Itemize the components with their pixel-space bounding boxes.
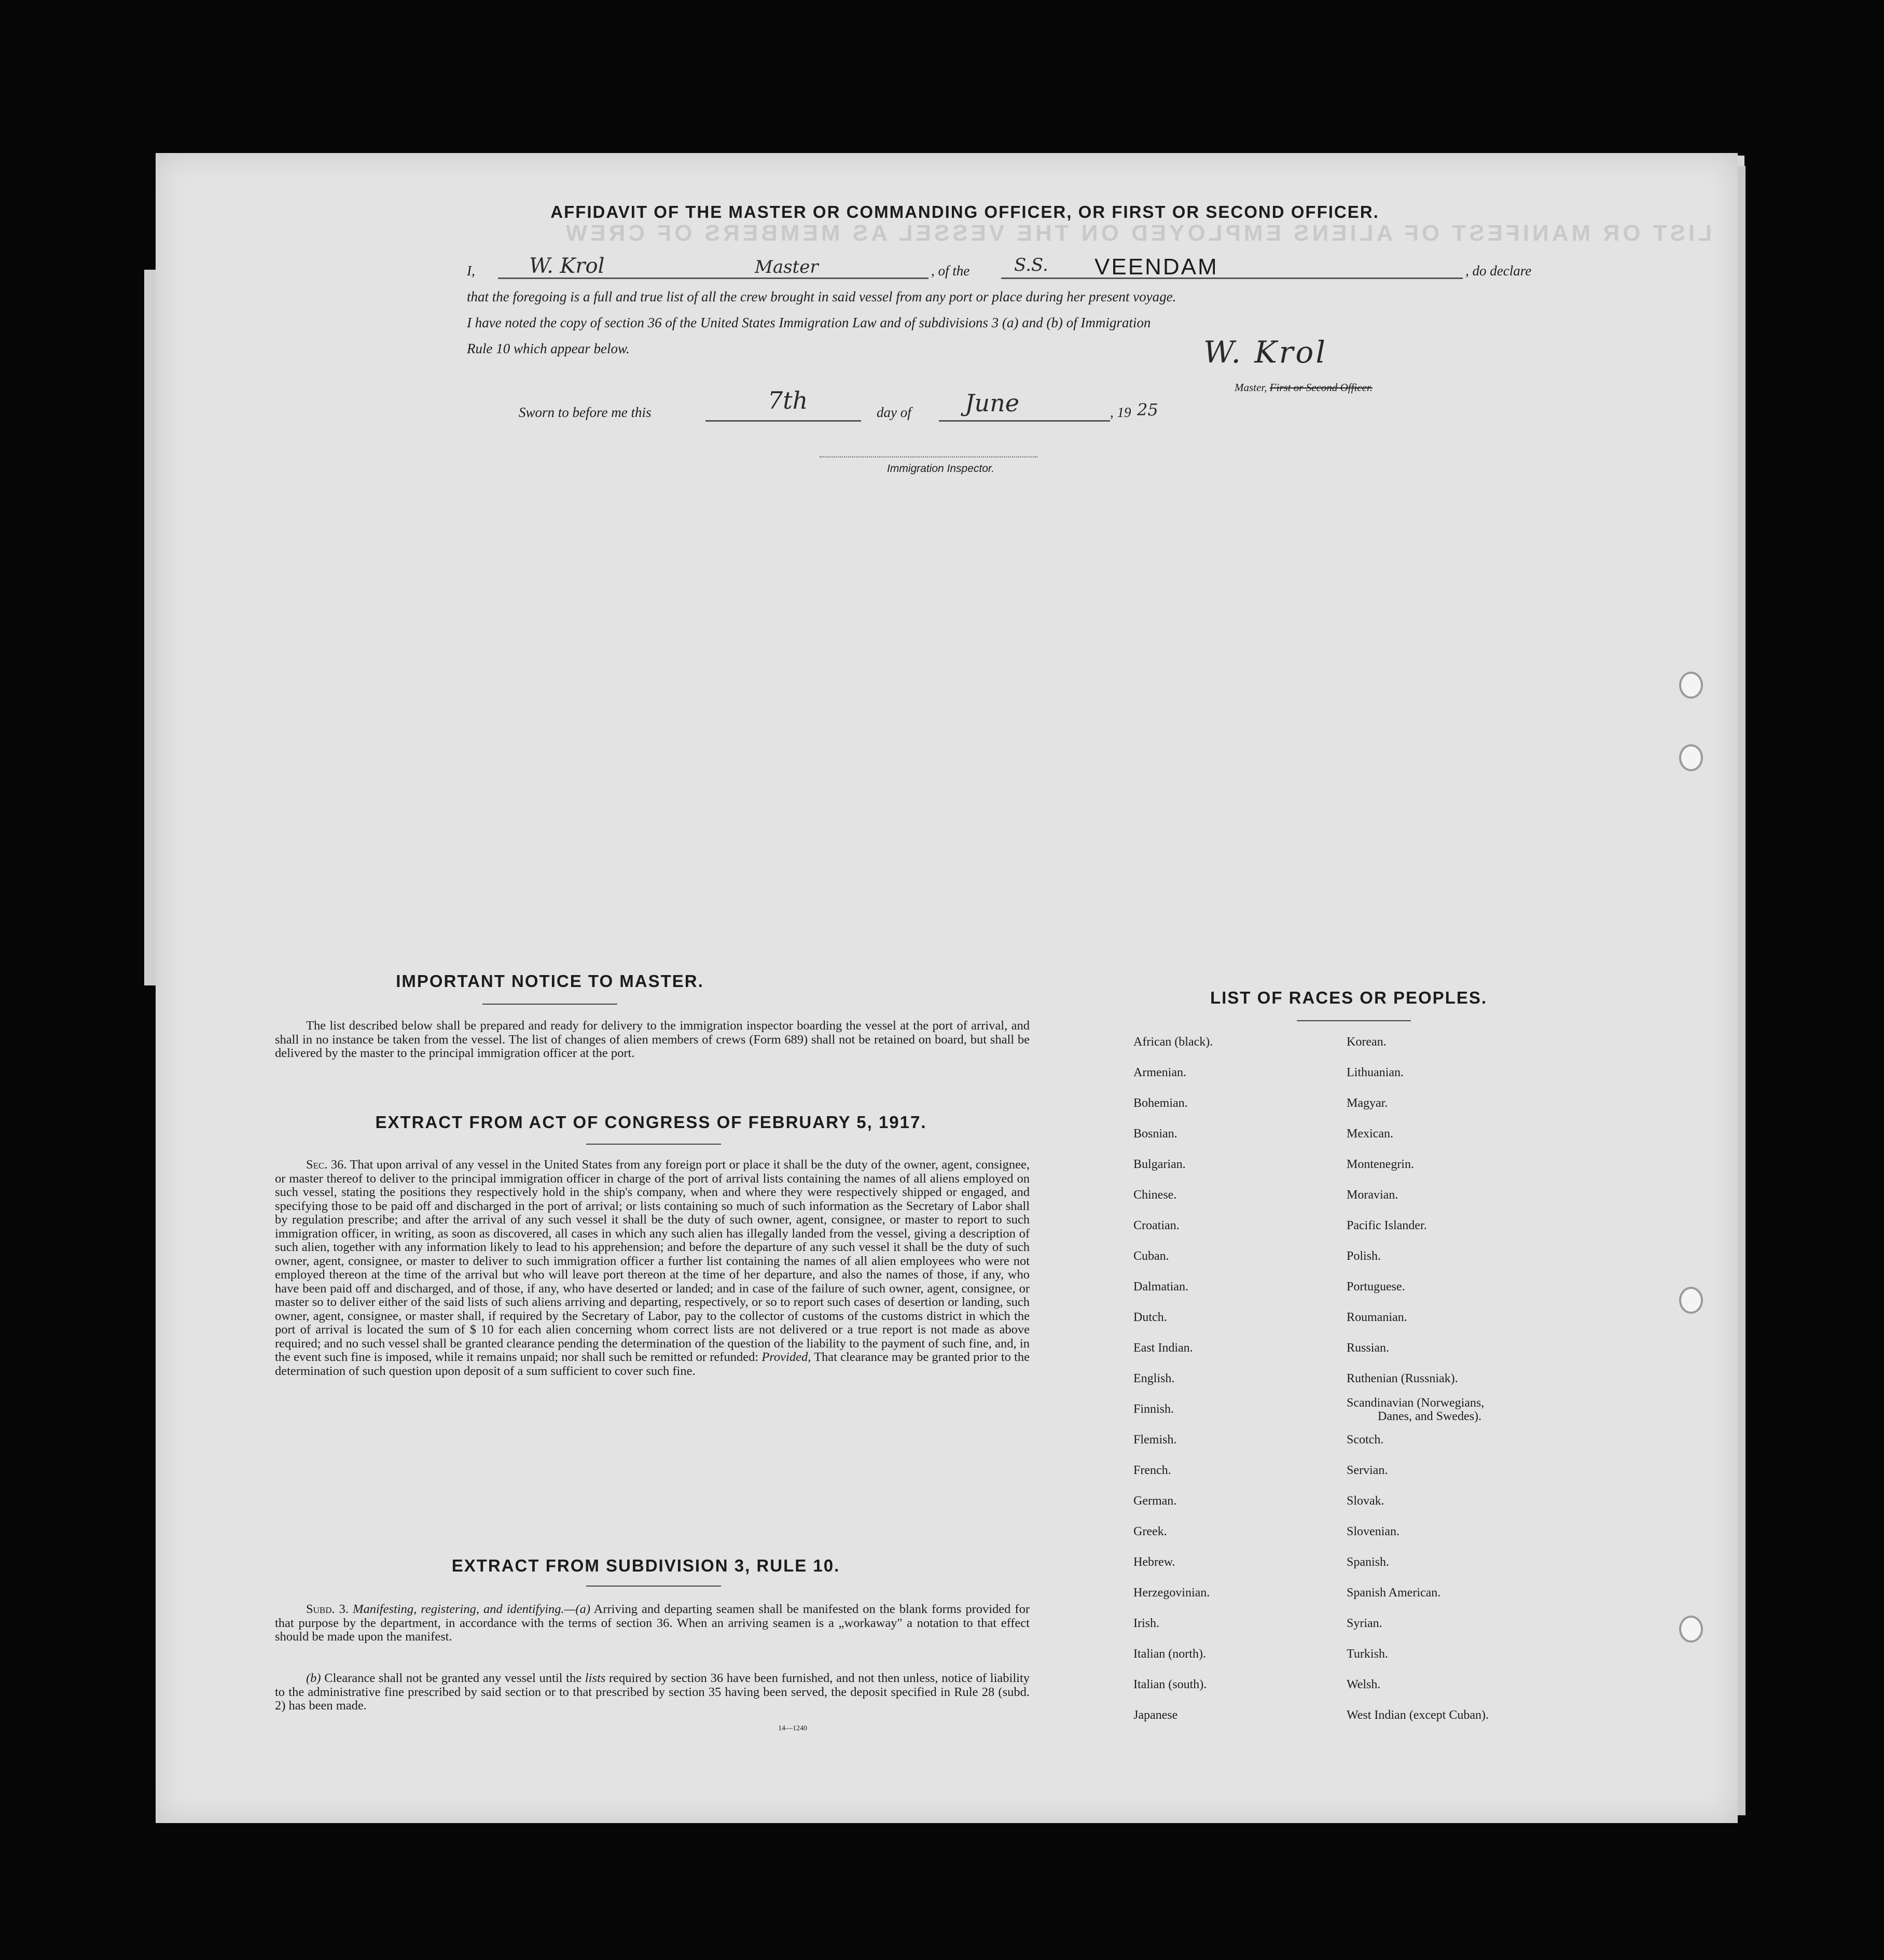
- punch-hole: [1679, 672, 1703, 699]
- extract-rule-text-a: [275, 1603, 1030, 1644]
- form-number: 14—1240: [778, 1725, 807, 1732]
- affidavit-i: I,: [467, 263, 475, 279]
- vessel-line: [1001, 257, 1463, 279]
- race-item: Syrian.: [1347, 1617, 1382, 1630]
- vessel-name: VEENDAM: [1095, 254, 1218, 280]
- sec-text-end: That clearance may be granted prior to the determination of such question upon deposit of a sum sufficient to cover such fine.: [275, 1350, 1030, 1378]
- race-item: Croatian.: [1133, 1219, 1180, 1232]
- race-item: English.: [1133, 1372, 1175, 1385]
- race-item: Magyar.: [1347, 1096, 1388, 1110]
- race-item: Bosnian.: [1133, 1127, 1178, 1141]
- race-item: French.: [1133, 1464, 1171, 1477]
- race-item: Slovak.: [1347, 1494, 1384, 1508]
- race-item-scandinavian: [1347, 1394, 1616, 1425]
- race-item: Russian.: [1347, 1341, 1390, 1355]
- race-item: Lithuanian.: [1347, 1066, 1404, 1079]
- year-handwritten: 25: [1137, 400, 1158, 420]
- race-item: Moravian.: [1347, 1188, 1398, 1202]
- race-item: Italian (south).: [1133, 1678, 1207, 1691]
- extract-rule-text-b: [275, 1672, 1030, 1713]
- year-prefix: , 19: [1110, 405, 1131, 420]
- race-item: West Indian (except Cuban).: [1347, 1708, 1489, 1722]
- day-handwritten: 7th: [768, 386, 808, 414]
- race-item: German.: [1133, 1494, 1177, 1508]
- race-item: Greek.: [1133, 1525, 1167, 1538]
- bleed-through-title: LIST OR MANIFEST OF ALIENS EMPLOYED ON THE VESSEL AS MEMBERS OF CREW: [562, 220, 1712, 246]
- sworn-text: Sworn to before me this: [519, 405, 652, 420]
- races-left-column: [1133, 1027, 1320, 1731]
- do-declare-text: , do declare: [1465, 263, 1532, 279]
- document-page: [156, 153, 1738, 1823]
- race-item: Scandinavian (Norwegians,: [1347, 1396, 1485, 1410]
- extract-act-text: [275, 1158, 1030, 1378]
- notice-text: The list described below shall be prepared and ready for delivery to the immigration inspector boarding the vessel at the port of arrival, and shall in no instance be taken from the vessel. The list of changes of alien members of crews (Form 689) shall not be retained on board, but shall be delivered by the master to the principal immigration officer at the port.: [275, 1019, 1030, 1060]
- signature-caption: [1235, 381, 1373, 394]
- race-item: Scotch.: [1347, 1433, 1384, 1447]
- vessel-prefix: S.S.: [1014, 255, 1048, 275]
- race-item-continuation: Danes, and Swedes).: [1378, 1410, 1481, 1423]
- sec-label: Sec. 36.: [306, 1158, 347, 1172]
- inspector-line: [820, 456, 1037, 457]
- race-item: Japanese: [1133, 1708, 1178, 1722]
- race-item: Cuban.: [1133, 1249, 1169, 1263]
- races-title: LIST OF RACES OR PEOPLES.: [1210, 988, 1488, 1007]
- race-item: Montenegrin.: [1347, 1158, 1414, 1171]
- extract-act-title: EXTRACT FROM ACT OF CONGRESS OF FEBRUARY 5, 1917.: [375, 1113, 927, 1132]
- race-item: Italian (north).: [1133, 1647, 1206, 1661]
- race-item: African (black).: [1133, 1035, 1213, 1049]
- race-item: Roumanian.: [1347, 1311, 1407, 1324]
- b-label: (b): [306, 1671, 321, 1685]
- affidavit-title: AFFIDAVIT OF THE MASTER OR COMMANDING OFFICER, OR FIRST OR SECOND OFFICER.: [550, 202, 1379, 221]
- punch-hole: [1679, 1287, 1703, 1314]
- subd-heading: Manifesting, registering, and identifying.—(a): [353, 1602, 590, 1616]
- races-right-column: [1347, 1027, 1616, 1731]
- b-text-1: Clearance shall not be granted any vessel until the: [324, 1671, 582, 1685]
- race-item: Servian.: [1347, 1464, 1388, 1477]
- race-item: Dutch.: [1133, 1311, 1167, 1324]
- race-item: Spanish.: [1347, 1555, 1390, 1569]
- notice-title: IMPORTANT NOTICE TO MASTER.: [396, 971, 704, 991]
- signature-caption-struck: First or Second Officer.: [1269, 381, 1373, 394]
- race-item: Finnish.: [1133, 1402, 1174, 1416]
- extract-act-rule: [586, 1144, 721, 1145]
- race-item: Mexican.: [1347, 1127, 1393, 1141]
- race-item: Bulgarian.: [1133, 1158, 1186, 1171]
- lists-word: lists: [585, 1671, 606, 1685]
- signature-caption-master: Master,: [1235, 381, 1267, 394]
- day-of-text: day of: [877, 405, 911, 420]
- race-item: Portuguese.: [1347, 1280, 1405, 1294]
- race-item: Korean.: [1347, 1035, 1387, 1049]
- race-item: Dalmatian.: [1133, 1280, 1188, 1294]
- inspector-label: Immigration Inspector.: [887, 463, 994, 475]
- punch-hole: [1679, 744, 1703, 771]
- notice-title-rule: [482, 1004, 617, 1005]
- provided-label: Provided,: [761, 1350, 811, 1364]
- race-item: Polish.: [1347, 1249, 1381, 1263]
- of-the-text: , of the: [931, 263, 970, 279]
- affidavit-line-3: I have noted the copy of section 36 of the United States Immigration Law and of subdivisions 3 (a) and (b) of Immigration: [467, 315, 1151, 330]
- race-item: Armenian.: [1133, 1066, 1186, 1079]
- race-item: East Indian.: [1133, 1341, 1193, 1355]
- master-signature: W. Krol: [1203, 335, 1327, 370]
- sec-text: That upon arrival of any vessel in the United States from any foreign port or place it shall be the duty of the owner, agent, consignee, or master thereof to deliver to the principal immigration officer in charge of the port of arrival lists containing the names of all aliens employed on such vessel, stating the positions they respectively hold in the ship's company, when and where they were respectively shipped or engaged, and specifying those to be paid off and discharged in the port of arrival; or lists containing so much of such information as the Secretary of Labor shall by regulation prescribe; and after the arrival of any such vessel it shall be the duty of such owner, agent, consignee, or master to report to such immigration officer, in writing, as soon as discovered, all cases in which any such alien has illegally landed from the vessel, giving a description of such alien, together with any information likely to lead to his apprehension; and before the departure of any such vessel it shall be the duty of such owner, agent, consignee, or master to deliver to such immigration officer a further list containing the names of all alien employees who were not employed thereon at the time of the arrival but who will leave port thereon at the time of her departure, and also the names of those, if any, who have been paid off and discharged, and of those, if any, who have deserted or landed; and in case of the failure of such owner, agent, consignee, or master so to deliver either of the said lists of such aliens arriving and departing, respectively, or so to report such cases of desertion or landing, such owner, agent, consignee, or master shall, if required by the Secretary of Labor, pay to the collector of customs of the customs district in which the port of arrival is located the sum of $ 10 for each alien concerning whom correct lists are not delivered or a true report is not made as above required; and no such vessel shall be granted clearance pending the determination of the question of the liability to the payment of such fine, and, in the event such fine is imposed, while it remains unpaid; nor shall such be remitted or refunded:: [275, 1158, 1030, 1364]
- position-handwritten: Master: [755, 257, 819, 277]
- race-item: Hebrew.: [1133, 1555, 1175, 1569]
- affidavit-line-2: that the foregoing is a full and true list of all the crew brought in said vessel from any port or place during her present voyage.: [467, 289, 1176, 304]
- race-item: Bohemian.: [1133, 1096, 1188, 1110]
- race-item: Flemish.: [1133, 1433, 1177, 1447]
- race-item: Slovenian.: [1347, 1525, 1400, 1538]
- race-item: Chinese.: [1133, 1188, 1177, 1202]
- extract-rule-title: EXTRACT FROM SUBDIVISION 3, RULE 10.: [451, 1556, 840, 1575]
- race-item: Irish.: [1133, 1617, 1159, 1630]
- subd-label: Subd. 3.: [306, 1602, 349, 1616]
- race-item: Herzegovinian.: [1133, 1586, 1210, 1600]
- b-text-2: required by section 36 have been furnished, and not then unless, notice of liability to the administrative fine prescribed by said section or to that prescribed by section 35 having been served, the deposit specified in Rule 28 (subd. 2) has been made.: [275, 1671, 1030, 1713]
- master-name-handwritten: W. Krol: [529, 254, 605, 278]
- race-item: Spanish American.: [1347, 1586, 1441, 1600]
- race-item: Ruthenian (Russniak).: [1347, 1372, 1458, 1385]
- month-handwritten: June: [965, 389, 1019, 417]
- subd-text-a: Arriving and departing seamen shall be manifested on the blank forms provided for that purpose by the department, in accordance with the terms of section 36. When an arriving seamen is a „workaway" a notation to that effect should be made upon the manifest.: [275, 1602, 1030, 1644]
- race-item: Welsh.: [1347, 1678, 1381, 1691]
- race-item: Turkish.: [1347, 1647, 1388, 1661]
- extract-rule-rule: [586, 1586, 721, 1587]
- race-item: Pacific Islander.: [1347, 1219, 1427, 1232]
- affidavit-line-4: Rule 10 which appear below.: [467, 341, 630, 356]
- races-title-rule: [1297, 1020, 1411, 1021]
